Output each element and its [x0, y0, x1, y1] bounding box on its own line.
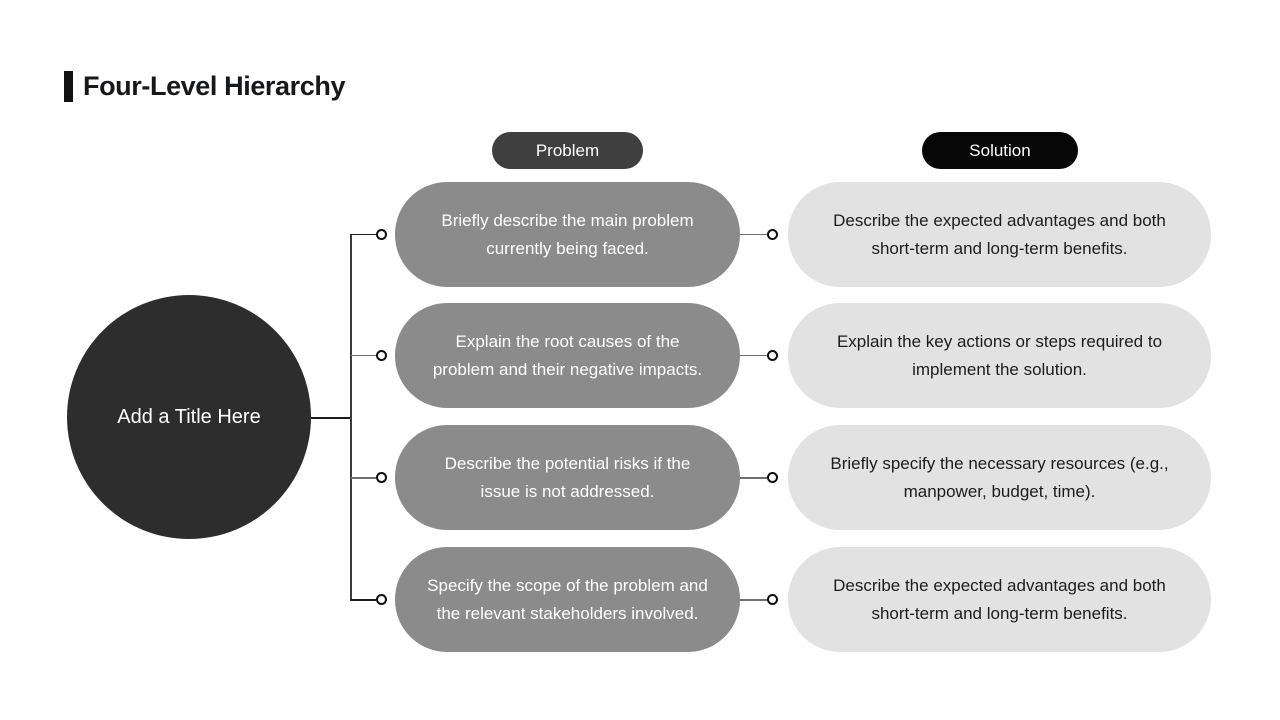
branch-line	[351, 234, 376, 236]
problem-box-3[interactable]	[395, 425, 740, 530]
solution-column-header[interactable]	[922, 132, 1078, 169]
solution-box-1[interactable]	[788, 182, 1211, 287]
title-accent-bar	[64, 71, 73, 102]
solution-box-2[interactable]	[788, 303, 1211, 408]
solution-header-label: Solution	[969, 140, 1031, 160]
solution-box-1-text: Describe the expected advantages and both short-term and long-term benefits.	[833, 210, 1166, 258]
center-connector-line	[311, 417, 352, 419]
connector-node-ring	[767, 350, 778, 361]
connector-node-ring	[767, 472, 778, 483]
problem-box-1[interactable]	[395, 182, 740, 287]
connector-node-ring	[376, 472, 387, 483]
connector-node-ring	[767, 229, 778, 240]
branch-line	[740, 477, 767, 479]
problem-box-4-text: Specify the scope of the problem and the relevant stakeholders involved.	[427, 575, 708, 623]
branch-line	[351, 477, 376, 479]
problem-box-1-text: Briefly describe the main problem currently being faced.	[441, 210, 694, 258]
page-title[interactable]: Four-Level Hierarchy	[83, 71, 346, 101]
solution-box-3[interactable]	[788, 425, 1211, 530]
solution-box-4-text: Describe the expected advantages and both short-term and long-term benefits.	[833, 575, 1166, 623]
problem-box-2[interactable]	[395, 303, 740, 408]
connector-node-ring	[376, 350, 387, 361]
problem-header-label: Problem	[535, 140, 600, 160]
problem-box-3-text: Describe the potential risks if the issue is not addressed.	[444, 453, 691, 501]
problem-box-4[interactable]	[395, 547, 740, 652]
branch-line	[351, 355, 376, 357]
center-title-label: Add a Title Here	[117, 406, 261, 428]
center-title-node[interactable]	[67, 295, 311, 539]
connector-node-ring	[376, 229, 387, 240]
problem-column-header[interactable]	[492, 132, 643, 169]
problem-box-2-text: Explain the root causes of the problem and their negative impacts.	[432, 331, 703, 379]
branch-line	[740, 355, 767, 357]
connector-node-ring	[767, 594, 778, 605]
branch-line	[351, 599, 376, 601]
solution-box-2-text: Explain the key actions or steps required to implement the solution.	[836, 331, 1163, 379]
connector-spine	[350, 234, 352, 601]
solution-box-4[interactable]	[788, 547, 1211, 652]
branch-line	[740, 599, 767, 601]
solution-box-3-text: Briefly specify the necessary resources (e.g., manpower, budget, time).	[830, 453, 1169, 501]
connector-node-ring	[376, 594, 387, 605]
branch-line	[740, 234, 767, 236]
